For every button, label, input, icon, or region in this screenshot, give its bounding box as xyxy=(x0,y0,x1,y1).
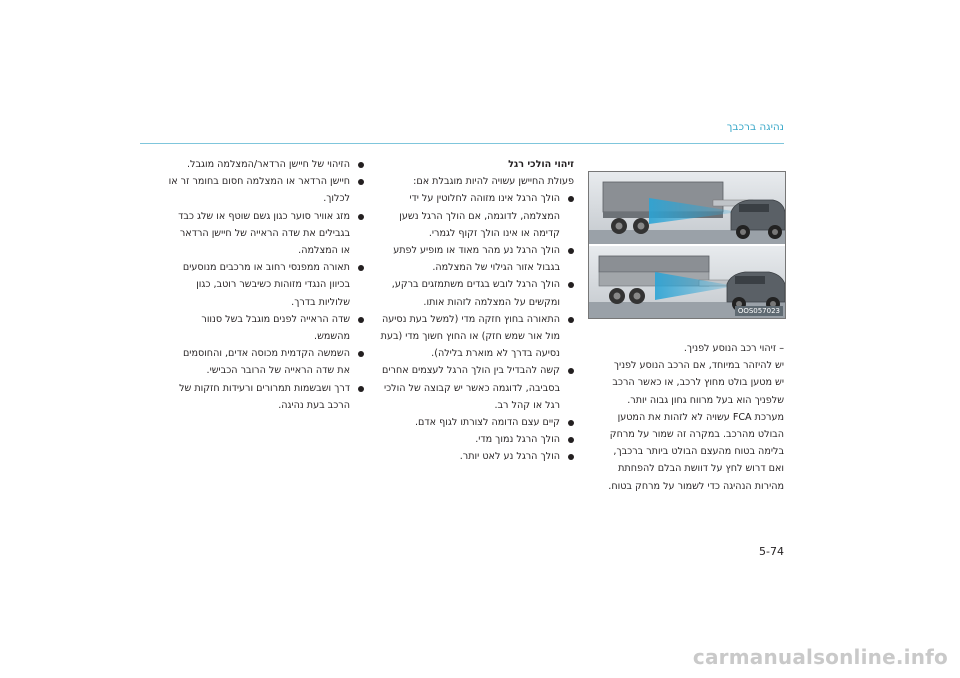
right-column xyxy=(588,340,784,495)
list-item: דרך ושבשמות תמרורים ורעידות חזקות של הרכב בעת נהיגה. xyxy=(168,380,364,414)
list-item: התאורה בחוץ חזקה מדי (למשל בעת נסיעה מול אור שמש חזק) או החוץ חשוך מדי (בעת נסיעה בדרך לא מוארת בלילה). xyxy=(378,311,574,363)
right-paragraph-line: ואם דרוש לחץ על דוושת הבלם להפחתת xyxy=(618,463,784,475)
right-paragraph-line: יש מטען בולט מחוץ לרכב, או כאשר הרכב xyxy=(612,377,784,389)
bullet-icon xyxy=(358,351,364,357)
right-paragraph-line: בלימה בטוח מהעצם הבולט ביותר ברכבך, xyxy=(613,446,784,458)
right-paragraph-line: הבולט מהרכב. במקרה זה שמור על מרחק xyxy=(609,429,784,441)
list-item: קשה להבדיל בין הולך הרגל לעצמים אחרים בסביבה, לדוגמה כאשר יש קבוצה של הולכי רגל או קהל רב. xyxy=(378,362,574,414)
bullet-icon xyxy=(358,265,364,271)
middle-column xyxy=(378,156,574,466)
figure-car-behind-truck xyxy=(588,171,786,319)
figure-illustration xyxy=(589,172,785,318)
bullet-icon xyxy=(568,196,574,202)
list-item: קיים עצם הדומה לצורתו לגוף אדם. xyxy=(378,414,574,431)
bullet-icon xyxy=(568,437,574,443)
bullet-icon xyxy=(568,248,574,254)
bullet-icon xyxy=(568,420,574,426)
list-item: הולך הרגל לובש בגדים משתמזגים ברקע, ומקשים על המצלמה לזהות אותו. xyxy=(378,276,574,310)
list-item: הולך הרגל אינו מזוהה לחלוטין על ידי המצלמה, לדוגמה, אם הולך הרגל נשען קדימה או אינו הולך זקוף לגמרי. xyxy=(378,190,574,242)
left-column xyxy=(168,156,364,414)
bullet-icon xyxy=(568,282,574,288)
bottom-car-window xyxy=(735,276,765,284)
sensor-limitations-list xyxy=(168,156,364,414)
right-paragraph-line: מערכת FCA עשויה לא לזהות את המטען xyxy=(617,411,784,423)
list-item: הולך הרגל נע מהר מאוד או מופיע לפתע בגבול אזור הגילוי של המצלמה. xyxy=(378,242,574,276)
bullet-icon xyxy=(568,317,574,323)
bullet-icon xyxy=(358,386,364,392)
footer-watermark[interactable]: carmanualsonline.info xyxy=(692,645,948,669)
list-item: מזג אוויר סוער כגון גשם שוטף או שלג כבד בגבילים את שדה הראייה של חיישן הרדאר או המצלמה. xyxy=(168,208,364,260)
list-item: שדה הראייה לפנים מוגבל בשל סנוור מהשמש. xyxy=(168,311,364,345)
list-item: השמשה הקדמית מכוסה אדים, והחוסמים את שדה הראייה של הרובר הכבישי. xyxy=(168,345,364,379)
top-car-window xyxy=(739,204,769,212)
header-rule xyxy=(140,143,784,144)
list-item: חיישן הרדאר או המצלמה חסום בחומר זר או לכלוך. xyxy=(168,173,364,207)
bullet-icon xyxy=(358,317,364,323)
list-item: הזיהוי של חיישן הרדאר/המצלמה מוגבל. xyxy=(168,156,364,173)
bullet-icon xyxy=(358,214,364,220)
figure-code: OOS057023 xyxy=(735,306,783,316)
section-heading-pedestrian: זיהוי הולכי רגל xyxy=(508,159,574,170)
bullet-icon xyxy=(358,179,364,185)
bullet-icon xyxy=(358,162,364,168)
page-number: 5-74 xyxy=(759,545,784,558)
right-paragraph-line: שלפניך הוא בעל מרווח גחון גבוה יותר. xyxy=(627,394,784,406)
header-title: נהיגה ברכבך xyxy=(726,121,784,133)
list-item: הולך הרגל נע לאט יותר. xyxy=(378,448,574,465)
pedestrian-limitations-list xyxy=(378,190,574,465)
right-paragraph-line: – זיהוי רכב הנוסע לפניך. xyxy=(683,343,784,354)
list-item: הולך הרגל נמוך מדי. xyxy=(378,431,574,448)
bottom-truck-body xyxy=(599,256,709,272)
list-item: תאורה ממפנסי רחוב או מרכבים מנוסעים בכיוון הנגדי מזוהות כשיבשר רוטב, כגון שלוליות בדרך. xyxy=(168,259,364,311)
bullet-icon xyxy=(568,454,574,460)
right-paragraph-line: יש להיזהר במיוחד, אם הרכב הנוסע לפניך xyxy=(613,360,784,372)
bullet-icon xyxy=(568,368,574,374)
right-paragraph-line: מהירות הנהיגה כדי לשמור על מרחק בטוח. xyxy=(608,480,784,492)
section-intro: פעולת החיישן עשויה להיות מוגבלת אם: xyxy=(413,176,574,188)
